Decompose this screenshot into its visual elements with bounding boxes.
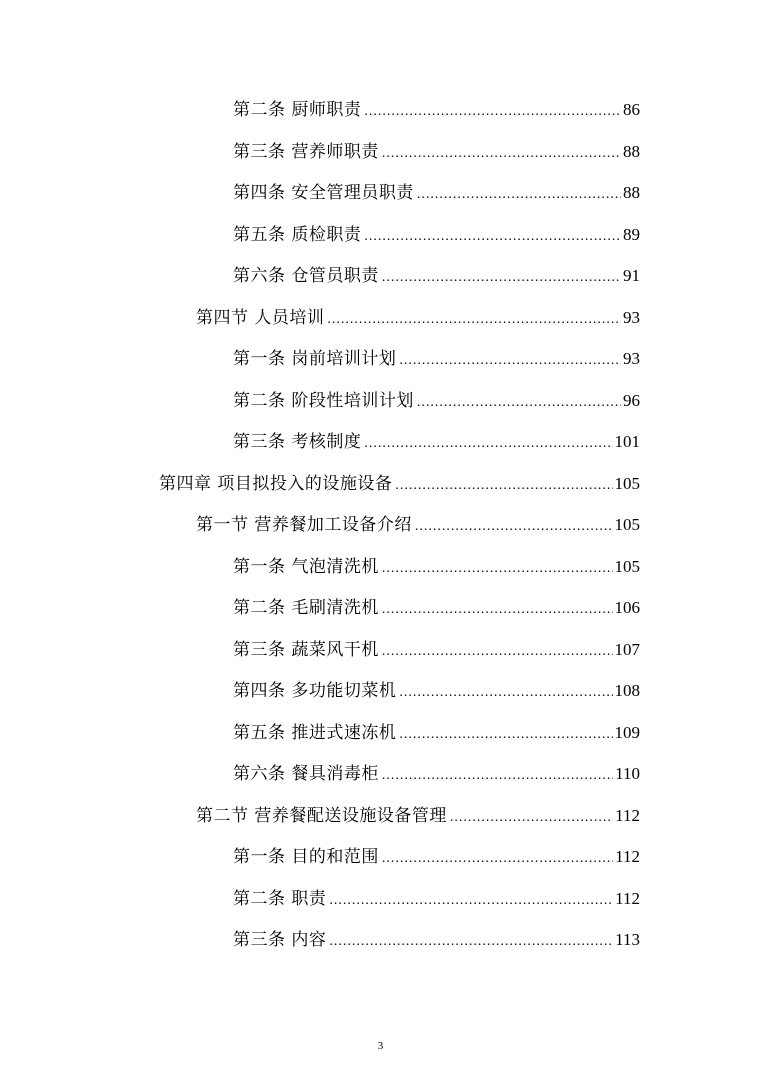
toc-entry-page: 112 xyxy=(615,889,640,908)
toc-entry-title: 第一条 岗前培训计划 xyxy=(233,349,397,369)
toc-entry-page: 93 xyxy=(623,349,640,368)
toc-entry-title: 第五条 推进式速冻机 xyxy=(233,723,397,743)
dot-leader xyxy=(329,930,613,954)
dot-leader xyxy=(382,847,613,871)
toc-entry[interactable] xyxy=(233,845,640,869)
toc-entry-page: 109 xyxy=(614,723,640,742)
toc-entry-page: 86 xyxy=(623,100,640,119)
toc-entry-title: 第二条 毛刷清洗机 xyxy=(233,598,379,618)
toc-entry[interactable] xyxy=(233,596,640,620)
toc-entry-title: 第三条 内容 xyxy=(233,930,327,950)
toc-entry[interactable] xyxy=(233,679,640,703)
toc-entry-page: 107 xyxy=(614,640,640,659)
dot-leader xyxy=(382,266,621,290)
toc-entry[interactable] xyxy=(233,721,640,745)
dot-leader xyxy=(382,598,613,622)
toc-entry-title: 第三条 考核制度 xyxy=(233,432,362,452)
toc-entry-page: 91 xyxy=(623,266,640,285)
toc-entry-page: 105 xyxy=(614,515,640,534)
toc-entry[interactable] xyxy=(233,638,640,662)
toc-entry[interactable] xyxy=(233,762,640,786)
toc-entry-title: 第三条 营养师职责 xyxy=(233,142,379,162)
toc-entry-title: 第二条 职责 xyxy=(233,889,327,909)
toc-entry-title: 第一条 目的和范围 xyxy=(233,847,379,867)
toc-entry-page: 96 xyxy=(623,391,640,410)
toc-entry[interactable] xyxy=(233,389,640,413)
toc-entry[interactable] xyxy=(233,928,640,952)
toc-entry-page: 106 xyxy=(614,598,640,617)
toc-entry-title: 第五条 质检职责 xyxy=(233,225,362,245)
dot-leader xyxy=(382,764,613,788)
toc-entry-page: 88 xyxy=(623,183,640,202)
dot-leader xyxy=(329,889,613,913)
toc-entry-title: 第四节 人员培训 xyxy=(196,308,325,328)
dot-leader xyxy=(382,557,613,581)
toc-entry-page: 89 xyxy=(623,225,640,244)
toc-entry-page: 88 xyxy=(623,142,640,161)
dot-leader xyxy=(382,142,621,166)
toc-entry-title: 第二条 厨师职责 xyxy=(233,100,362,120)
toc-entry-page: 108 xyxy=(614,681,640,700)
toc-entry-title: 第一条 气泡清洗机 xyxy=(233,557,379,577)
toc-entry[interactable] xyxy=(159,472,640,496)
toc-entry-page: 105 xyxy=(614,557,640,576)
dot-leader xyxy=(364,432,612,456)
dot-leader xyxy=(399,349,621,373)
toc-entry-title: 第六条 餐具消毒柜 xyxy=(233,764,379,784)
dot-leader xyxy=(415,515,613,539)
toc-entry[interactable] xyxy=(233,555,640,579)
toc-entry[interactable] xyxy=(233,98,640,122)
dot-leader xyxy=(364,225,621,249)
toc-entry-page: 113 xyxy=(615,930,640,949)
dot-leader xyxy=(395,474,612,498)
toc-entry[interactable] xyxy=(233,430,640,454)
toc-entry[interactable] xyxy=(233,347,640,371)
toc-entry-title: 第六条 仓管员职责 xyxy=(233,266,379,286)
toc-entry[interactable] xyxy=(233,140,640,164)
toc-entry[interactable] xyxy=(196,306,640,330)
dot-leader xyxy=(450,806,613,830)
dot-leader xyxy=(399,681,612,705)
toc-entry[interactable] xyxy=(196,804,640,828)
dot-leader xyxy=(364,100,621,124)
toc-entry-title: 第二条 阶段性培训计划 xyxy=(233,391,414,411)
toc-entry-title: 第四条 多功能切菜机 xyxy=(233,681,397,701)
dot-leader xyxy=(417,391,621,415)
toc-entry-page: 112 xyxy=(615,806,640,825)
toc-entry-title: 第一节 营养餐加工设备介绍 xyxy=(196,515,412,535)
toc-entry-page: 112 xyxy=(615,847,640,866)
toc-entry-title: 第二节 营养餐配送设施设备管理 xyxy=(196,806,447,826)
toc-entry-page: 101 xyxy=(614,432,640,451)
toc-entry[interactable] xyxy=(233,264,640,288)
toc-entry[interactable] xyxy=(233,887,640,911)
toc-entry-page: 105 xyxy=(614,474,640,493)
dot-leader xyxy=(399,723,612,747)
toc-entry-title: 第三条 蔬菜风干机 xyxy=(233,640,379,660)
toc-entry-title: 第四条 安全管理员职责 xyxy=(233,183,414,203)
page-number: 3 xyxy=(377,1040,384,1052)
dot-leader xyxy=(327,308,621,332)
toc-entry[interactable] xyxy=(196,513,640,537)
toc-entry[interactable] xyxy=(233,181,640,205)
toc-entry[interactable] xyxy=(233,223,640,247)
toc-entry-page: 93 xyxy=(623,308,640,327)
toc-entry-title: 第四章 项目拟投入的设施设备 xyxy=(159,474,393,494)
toc-entry-page: 110 xyxy=(615,764,640,783)
dot-leader xyxy=(382,640,613,664)
dot-leader xyxy=(417,183,621,207)
